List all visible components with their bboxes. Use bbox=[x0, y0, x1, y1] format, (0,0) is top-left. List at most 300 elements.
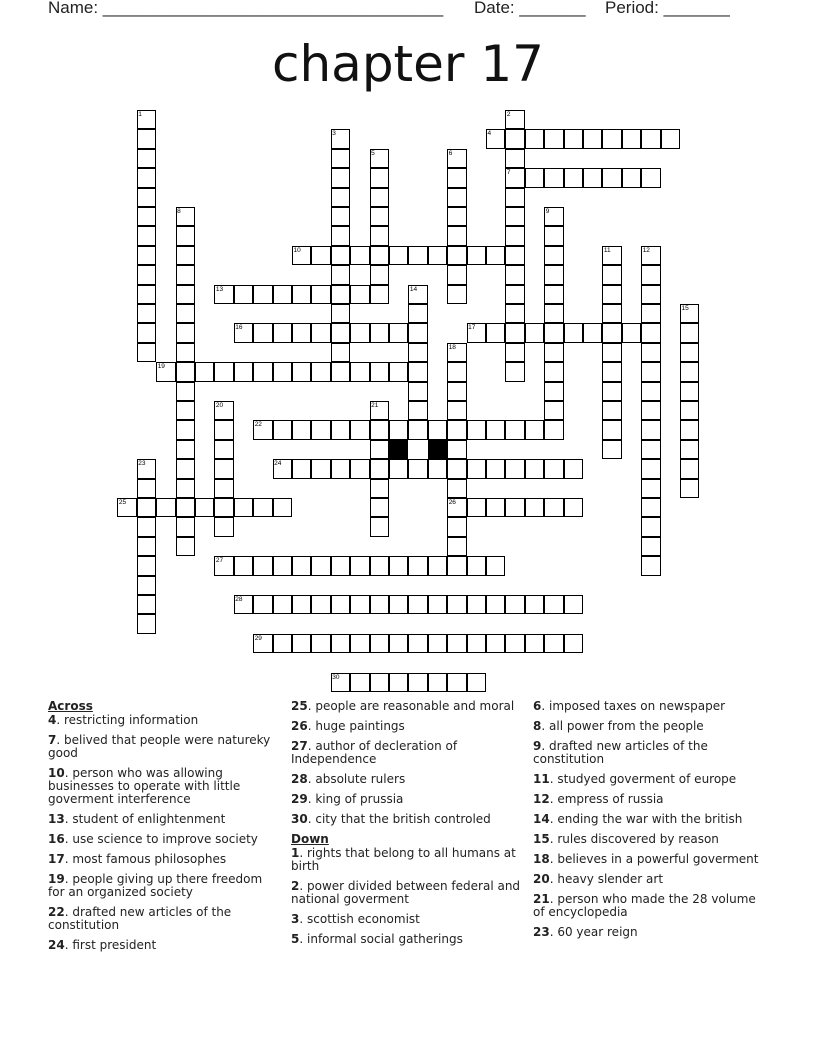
grid-cell[interactable] bbox=[331, 304, 350, 323]
grid-cell[interactable] bbox=[525, 634, 544, 653]
grid-cell[interactable] bbox=[137, 498, 156, 517]
grid-cell[interactable] bbox=[331, 420, 350, 439]
grid-cell[interactable] bbox=[370, 440, 389, 459]
grid-cell[interactable] bbox=[467, 246, 486, 265]
grid-cell[interactable] bbox=[505, 129, 524, 148]
grid-cell[interactable] bbox=[350, 285, 369, 304]
grid-cell[interactable] bbox=[370, 285, 389, 304]
grid-cell[interactable] bbox=[273, 323, 292, 342]
grid-cell[interactable] bbox=[680, 420, 699, 439]
grid-cell[interactable] bbox=[234, 498, 253, 517]
grid-cell[interactable] bbox=[273, 556, 292, 575]
grid-cell[interactable] bbox=[176, 226, 195, 245]
grid-cell[interactable] bbox=[486, 634, 505, 653]
grid-cell[interactable] bbox=[273, 285, 292, 304]
grid-cell[interactable] bbox=[602, 168, 621, 187]
grid-cell[interactable] bbox=[389, 634, 408, 653]
grid-cell[interactable] bbox=[505, 634, 524, 653]
grid-cell[interactable] bbox=[544, 246, 563, 265]
grid-cell[interactable] bbox=[273, 420, 292, 439]
grid-cell[interactable] bbox=[447, 673, 466, 692]
grid-cell[interactable] bbox=[137, 246, 156, 265]
grid-cell[interactable] bbox=[602, 382, 621, 401]
grid-cell[interactable] bbox=[370, 265, 389, 284]
clue-number: 11 bbox=[603, 246, 611, 254]
grid-cell[interactable] bbox=[292, 285, 311, 304]
grid-cell[interactable] bbox=[641, 459, 660, 478]
grid-cell[interactable] bbox=[137, 304, 156, 323]
grid-cell[interactable] bbox=[428, 595, 447, 614]
grid-cell[interactable] bbox=[641, 440, 660, 459]
grid-cell[interactable] bbox=[544, 634, 563, 653]
grid-cell[interactable] bbox=[505, 362, 524, 381]
grid-cell[interactable] bbox=[486, 498, 505, 517]
grid-cell[interactable] bbox=[641, 285, 660, 304]
grid-cell[interactable] bbox=[350, 323, 369, 342]
grid-cell[interactable] bbox=[389, 420, 408, 439]
grid-cell[interactable] bbox=[176, 537, 195, 556]
grid-cell[interactable] bbox=[176, 401, 195, 420]
grid-cell[interactable] bbox=[137, 285, 156, 304]
grid-cell[interactable] bbox=[505, 246, 524, 265]
clue-item-number: 21 bbox=[533, 892, 550, 906]
grid-cell[interactable] bbox=[622, 168, 641, 187]
grid-cell[interactable] bbox=[331, 188, 350, 207]
grid-cell[interactable] bbox=[137, 226, 156, 245]
grid-cell[interactable] bbox=[137, 343, 156, 362]
grid-cell[interactable] bbox=[370, 188, 389, 207]
grid-cell[interactable] bbox=[680, 343, 699, 362]
grid-cell[interactable] bbox=[370, 168, 389, 187]
grid-cell[interactable] bbox=[544, 168, 563, 187]
grid-cell[interactable] bbox=[253, 595, 272, 614]
grid-cell[interactable] bbox=[253, 362, 272, 381]
grid-cell[interactable] bbox=[583, 129, 602, 148]
grid-cell[interactable] bbox=[486, 459, 505, 478]
grid-cell[interactable] bbox=[544, 343, 563, 362]
grid-cell[interactable] bbox=[273, 595, 292, 614]
grid-cell[interactable] bbox=[641, 265, 660, 284]
grid-cell[interactable] bbox=[486, 556, 505, 575]
grid-cell[interactable] bbox=[331, 149, 350, 168]
grid-cell[interactable] bbox=[176, 420, 195, 439]
grid-cell[interactable] bbox=[505, 343, 524, 362]
grid-cell[interactable] bbox=[505, 459, 524, 478]
grid-cell[interactable] bbox=[544, 265, 563, 284]
grid-cell[interactable] bbox=[544, 459, 563, 478]
grid-cell[interactable] bbox=[447, 188, 466, 207]
grid-cell[interactable] bbox=[622, 129, 641, 148]
grid-cell[interactable] bbox=[253, 285, 272, 304]
grid-cell[interactable] bbox=[176, 323, 195, 342]
grid-cell[interactable] bbox=[176, 285, 195, 304]
name-field[interactable]: Name: ____________________________________ bbox=[48, 0, 444, 17]
grid-cell[interactable] bbox=[214, 440, 233, 459]
grid-cell[interactable] bbox=[311, 420, 330, 439]
grid-cell[interactable] bbox=[505, 304, 524, 323]
grid-cell[interactable] bbox=[602, 265, 621, 284]
grid-cell[interactable] bbox=[467, 459, 486, 478]
grid-cell[interactable] bbox=[467, 595, 486, 614]
grid-cell[interactable] bbox=[311, 595, 330, 614]
grid-cell[interactable] bbox=[602, 401, 621, 420]
grid-cell[interactable] bbox=[195, 362, 214, 381]
grid-cell[interactable] bbox=[253, 498, 272, 517]
grid-cell[interactable] bbox=[137, 537, 156, 556]
grid-cell[interactable] bbox=[544, 595, 563, 614]
grid-cell[interactable] bbox=[544, 362, 563, 381]
grid-cell[interactable] bbox=[331, 343, 350, 362]
grid-cell[interactable] bbox=[447, 517, 466, 536]
grid-cell[interactable] bbox=[641, 420, 660, 439]
grid-cell[interactable] bbox=[525, 459, 544, 478]
grid-cell[interactable] bbox=[564, 498, 583, 517]
grid-cell[interactable] bbox=[641, 517, 660, 536]
grid-cell[interactable] bbox=[350, 595, 369, 614]
grid-cell[interactable] bbox=[370, 207, 389, 226]
grid-cell[interactable] bbox=[447, 440, 466, 459]
grid-cell[interactable] bbox=[370, 226, 389, 245]
grid-cell[interactable] bbox=[331, 556, 350, 575]
grid-cell[interactable] bbox=[408, 362, 427, 381]
grid-cell[interactable] bbox=[331, 265, 350, 284]
grid-cell[interactable] bbox=[234, 362, 253, 381]
grid-cell[interactable] bbox=[505, 498, 524, 517]
grid-cell[interactable] bbox=[137, 168, 156, 187]
grid-cell[interactable] bbox=[641, 401, 660, 420]
grid-cell[interactable] bbox=[273, 634, 292, 653]
grid-cell[interactable] bbox=[176, 343, 195, 362]
grid-cell[interactable] bbox=[486, 323, 505, 342]
grid-cell[interactable] bbox=[505, 207, 524, 226]
grid-cell[interactable] bbox=[622, 323, 641, 342]
grid-cell[interactable] bbox=[350, 246, 369, 265]
grid-cell[interactable] bbox=[525, 498, 544, 517]
grid-cell[interactable] bbox=[292, 634, 311, 653]
clue-item-number: 25 bbox=[291, 699, 308, 713]
grid-cell[interactable] bbox=[505, 595, 524, 614]
grid-cell[interactable] bbox=[447, 226, 466, 245]
grid-cell[interactable] bbox=[370, 673, 389, 692]
grid-cell[interactable] bbox=[602, 129, 621, 148]
grid-cell[interactable] bbox=[525, 168, 544, 187]
grid-cell[interactable] bbox=[447, 634, 466, 653]
grid-cell[interactable] bbox=[641, 498, 660, 517]
date-field[interactable]: Date: _______ bbox=[474, 0, 586, 17]
grid-cell[interactable] bbox=[408, 459, 427, 478]
grid-cell[interactable] bbox=[564, 634, 583, 653]
grid-cell[interactable] bbox=[273, 362, 292, 381]
grid-cell[interactable] bbox=[137, 576, 156, 595]
grid-cell[interactable] bbox=[350, 459, 369, 478]
grid-cell[interactable] bbox=[331, 207, 350, 226]
grid-cell[interactable] bbox=[467, 556, 486, 575]
grid-cell[interactable] bbox=[350, 673, 369, 692]
grid-cell[interactable] bbox=[680, 479, 699, 498]
grid-cell[interactable] bbox=[214, 420, 233, 439]
grid-cell[interactable] bbox=[428, 556, 447, 575]
grid-cell[interactable] bbox=[447, 420, 466, 439]
grid-cell[interactable] bbox=[331, 323, 350, 342]
grid-cell[interactable] bbox=[389, 323, 408, 342]
grid-cell[interactable] bbox=[176, 440, 195, 459]
grid-cell[interactable] bbox=[486, 246, 505, 265]
grid-cell[interactable] bbox=[447, 362, 466, 381]
grid-cell[interactable] bbox=[447, 556, 466, 575]
grid-cell[interactable] bbox=[292, 323, 311, 342]
grid-cell[interactable] bbox=[583, 323, 602, 342]
grid-cell[interactable] bbox=[292, 556, 311, 575]
grid-cell[interactable] bbox=[428, 420, 447, 439]
grid-cell[interactable] bbox=[253, 323, 272, 342]
grid-cell[interactable] bbox=[370, 595, 389, 614]
grid-cell[interactable] bbox=[408, 382, 427, 401]
grid-cell[interactable] bbox=[176, 362, 195, 381]
grid-cell[interactable] bbox=[214, 498, 233, 517]
grid-cell[interactable] bbox=[408, 246, 427, 265]
grid-cell[interactable] bbox=[505, 188, 524, 207]
grid-cell[interactable] bbox=[370, 634, 389, 653]
grid-cell[interactable] bbox=[370, 556, 389, 575]
grid-cell[interactable] bbox=[602, 323, 621, 342]
grid-cell[interactable] bbox=[137, 188, 156, 207]
grid-cell[interactable] bbox=[408, 634, 427, 653]
grid-cell[interactable] bbox=[505, 285, 524, 304]
grid-cell[interactable] bbox=[389, 362, 408, 381]
clue-item-text: most famous philosophes bbox=[72, 852, 227, 866]
grid-cell[interactable] bbox=[311, 285, 330, 304]
grid-cell[interactable] bbox=[137, 129, 156, 148]
grid-cell[interactable] bbox=[370, 498, 389, 517]
grid-cell[interactable] bbox=[311, 634, 330, 653]
grid-cell[interactable] bbox=[214, 517, 233, 536]
grid-cell[interactable] bbox=[505, 226, 524, 245]
grid-cell[interactable] bbox=[370, 479, 389, 498]
grid-cell[interactable] bbox=[350, 362, 369, 381]
grid-cell[interactable] bbox=[525, 420, 544, 439]
grid-cell[interactable] bbox=[641, 129, 660, 148]
grid-cell[interactable] bbox=[331, 285, 350, 304]
grid-cell[interactable] bbox=[544, 304, 563, 323]
grid-cell[interactable] bbox=[292, 420, 311, 439]
grid-cell[interactable] bbox=[408, 556, 427, 575]
grid-cell[interactable] bbox=[641, 556, 660, 575]
grid-cell[interactable] bbox=[447, 479, 466, 498]
grid-cell[interactable] bbox=[467, 673, 486, 692]
grid-cell[interactable] bbox=[389, 556, 408, 575]
clue-item-text: scottish economist bbox=[307, 912, 420, 926]
grid-cell[interactable] bbox=[564, 129, 583, 148]
grid-cell[interactable] bbox=[428, 459, 447, 478]
grid-cell[interactable] bbox=[467, 498, 486, 517]
grid-cell[interactable] bbox=[447, 207, 466, 226]
grid-cell[interactable] bbox=[176, 382, 195, 401]
grid-cell[interactable] bbox=[137, 323, 156, 342]
grid-cell[interactable] bbox=[447, 265, 466, 284]
grid-cell[interactable] bbox=[176, 246, 195, 265]
grid-cell[interactable] bbox=[602, 440, 621, 459]
grid-cell[interactable] bbox=[370, 517, 389, 536]
grid-cell[interactable] bbox=[602, 285, 621, 304]
grid-cell[interactable] bbox=[214, 459, 233, 478]
grid-cell[interactable] bbox=[680, 459, 699, 478]
grid-cell[interactable] bbox=[447, 459, 466, 478]
grid-cell[interactable] bbox=[564, 168, 583, 187]
grid-cell[interactable] bbox=[273, 498, 292, 517]
grid-cell[interactable] bbox=[602, 420, 621, 439]
grid-cell[interactable] bbox=[408, 323, 427, 342]
grid-cell[interactable] bbox=[486, 595, 505, 614]
grid-cell[interactable] bbox=[350, 634, 369, 653]
grid-cell[interactable] bbox=[583, 168, 602, 187]
grid-cell[interactable] bbox=[680, 440, 699, 459]
grid-cell[interactable] bbox=[641, 362, 660, 381]
grid-cell[interactable] bbox=[641, 537, 660, 556]
grid-cell[interactable] bbox=[447, 382, 466, 401]
grid-cell[interactable] bbox=[331, 634, 350, 653]
grid-cell[interactable] bbox=[331, 595, 350, 614]
grid-cell[interactable] bbox=[661, 129, 680, 148]
grid-cell[interactable] bbox=[137, 207, 156, 226]
grid-cell[interactable] bbox=[195, 498, 214, 517]
grid-cell[interactable] bbox=[370, 362, 389, 381]
grid-cell[interactable] bbox=[544, 226, 563, 245]
grid-cell[interactable] bbox=[544, 129, 563, 148]
grid-cell[interactable] bbox=[292, 362, 311, 381]
grid-cell[interactable] bbox=[137, 517, 156, 536]
grid-cell[interactable] bbox=[428, 634, 447, 653]
grid-cell[interactable] bbox=[137, 479, 156, 498]
grid-cell[interactable] bbox=[331, 362, 350, 381]
clue-item-text: rules discovered by reason bbox=[557, 832, 719, 846]
grid-cell[interactable] bbox=[544, 382, 563, 401]
grid-cell[interactable] bbox=[680, 323, 699, 342]
grid-cell[interactable] bbox=[331, 459, 350, 478]
grid-cell[interactable] bbox=[544, 498, 563, 517]
grid-cell[interactable] bbox=[408, 595, 427, 614]
grid-cell[interactable] bbox=[408, 401, 427, 420]
grid-cell[interactable] bbox=[486, 420, 505, 439]
grid-cell[interactable] bbox=[641, 168, 660, 187]
grid-cell[interactable] bbox=[350, 420, 369, 439]
grid-cell[interactable] bbox=[311, 556, 330, 575]
grid-cell[interactable] bbox=[447, 537, 466, 556]
clue-number: 30 bbox=[332, 673, 340, 681]
clue-item-number: 18 bbox=[533, 852, 550, 866]
grid-cell[interactable] bbox=[389, 673, 408, 692]
grid-cell[interactable] bbox=[331, 168, 350, 187]
grid-cell[interactable] bbox=[428, 246, 447, 265]
grid-cell[interactable] bbox=[350, 556, 369, 575]
grid-cell[interactable] bbox=[641, 343, 660, 362]
grid-cell[interactable] bbox=[176, 459, 195, 478]
grid-cell[interactable] bbox=[176, 479, 195, 498]
grid-cell[interactable] bbox=[176, 517, 195, 536]
grid-cell[interactable] bbox=[389, 595, 408, 614]
grid-cell[interactable] bbox=[137, 614, 156, 633]
grid-cell[interactable] bbox=[447, 168, 466, 187]
grid-cell[interactable] bbox=[176, 265, 195, 284]
grid-cell[interactable] bbox=[447, 401, 466, 420]
grid-cell[interactable] bbox=[311, 323, 330, 342]
grid-cell[interactable] bbox=[680, 401, 699, 420]
grid-cell[interactable] bbox=[370, 420, 389, 439]
grid-cell[interactable] bbox=[602, 304, 621, 323]
grid-cell[interactable] bbox=[137, 149, 156, 168]
grid-cell[interactable] bbox=[370, 323, 389, 342]
grid-cell[interactable] bbox=[214, 362, 233, 381]
grid-cell[interactable] bbox=[331, 226, 350, 245]
grid-cell[interactable] bbox=[544, 401, 563, 420]
grid-cell[interactable] bbox=[680, 382, 699, 401]
grid-cell[interactable] bbox=[408, 343, 427, 362]
grid-cell[interactable] bbox=[137, 265, 156, 284]
grid-cell[interactable] bbox=[311, 459, 330, 478]
grid-cell[interactable] bbox=[564, 595, 583, 614]
grid-cell[interactable] bbox=[408, 304, 427, 323]
grid-cell[interactable] bbox=[505, 420, 524, 439]
grid-cell[interactable] bbox=[156, 498, 175, 517]
grid-cell[interactable] bbox=[641, 323, 660, 342]
grid-cell[interactable] bbox=[137, 556, 156, 575]
grid-cell[interactable] bbox=[505, 323, 524, 342]
grid-cell[interactable] bbox=[467, 420, 486, 439]
grid-cell[interactable] bbox=[641, 479, 660, 498]
grid-cell[interactable] bbox=[544, 323, 563, 342]
grid-cell[interactable] bbox=[234, 285, 253, 304]
grid-cell[interactable] bbox=[447, 246, 466, 265]
grid-cell[interactable] bbox=[447, 595, 466, 614]
grid-cell[interactable] bbox=[292, 459, 311, 478]
grid-cell[interactable] bbox=[408, 420, 427, 439]
grid-cell[interactable] bbox=[389, 246, 408, 265]
grid-cell[interactable] bbox=[331, 246, 350, 265]
grid-cell[interactable] bbox=[680, 362, 699, 381]
grid-cell[interactable] bbox=[525, 595, 544, 614]
grid-cell[interactable] bbox=[253, 556, 272, 575]
grid-cell[interactable] bbox=[544, 420, 563, 439]
grid-cell[interactable] bbox=[176, 498, 195, 517]
grid-cell[interactable] bbox=[370, 246, 389, 265]
period-field[interactable]: Period: _______ bbox=[605, 0, 730, 17]
grid-cell[interactable] bbox=[641, 382, 660, 401]
grid-cell[interactable] bbox=[564, 323, 583, 342]
grid-cell[interactable] bbox=[602, 362, 621, 381]
grid-cell[interactable] bbox=[311, 246, 330, 265]
grid-cell[interactable] bbox=[641, 304, 660, 323]
grid-cell[interactable] bbox=[544, 285, 563, 304]
grid-cell[interactable] bbox=[137, 595, 156, 614]
grid-cell[interactable] bbox=[214, 479, 233, 498]
grid-cell[interactable] bbox=[505, 265, 524, 284]
grid-cell[interactable] bbox=[176, 304, 195, 323]
grid-cell[interactable] bbox=[292, 595, 311, 614]
grid-cell[interactable] bbox=[311, 362, 330, 381]
grid-cell[interactable] bbox=[428, 673, 447, 692]
grid-cell[interactable] bbox=[234, 556, 253, 575]
grid-cell[interactable] bbox=[525, 129, 544, 148]
grid-cell[interactable] bbox=[408, 673, 427, 692]
grid-cell[interactable] bbox=[564, 459, 583, 478]
grid-cell[interactable] bbox=[602, 343, 621, 362]
grid-cell[interactable] bbox=[467, 634, 486, 653]
grid-cell[interactable] bbox=[525, 323, 544, 342]
grid-cell[interactable] bbox=[447, 285, 466, 304]
grid-cell[interactable] bbox=[370, 459, 389, 478]
grid-cell[interactable] bbox=[505, 149, 524, 168]
grid-cell[interactable] bbox=[389, 459, 408, 478]
clue-column-1 bbox=[48, 700, 280, 959]
